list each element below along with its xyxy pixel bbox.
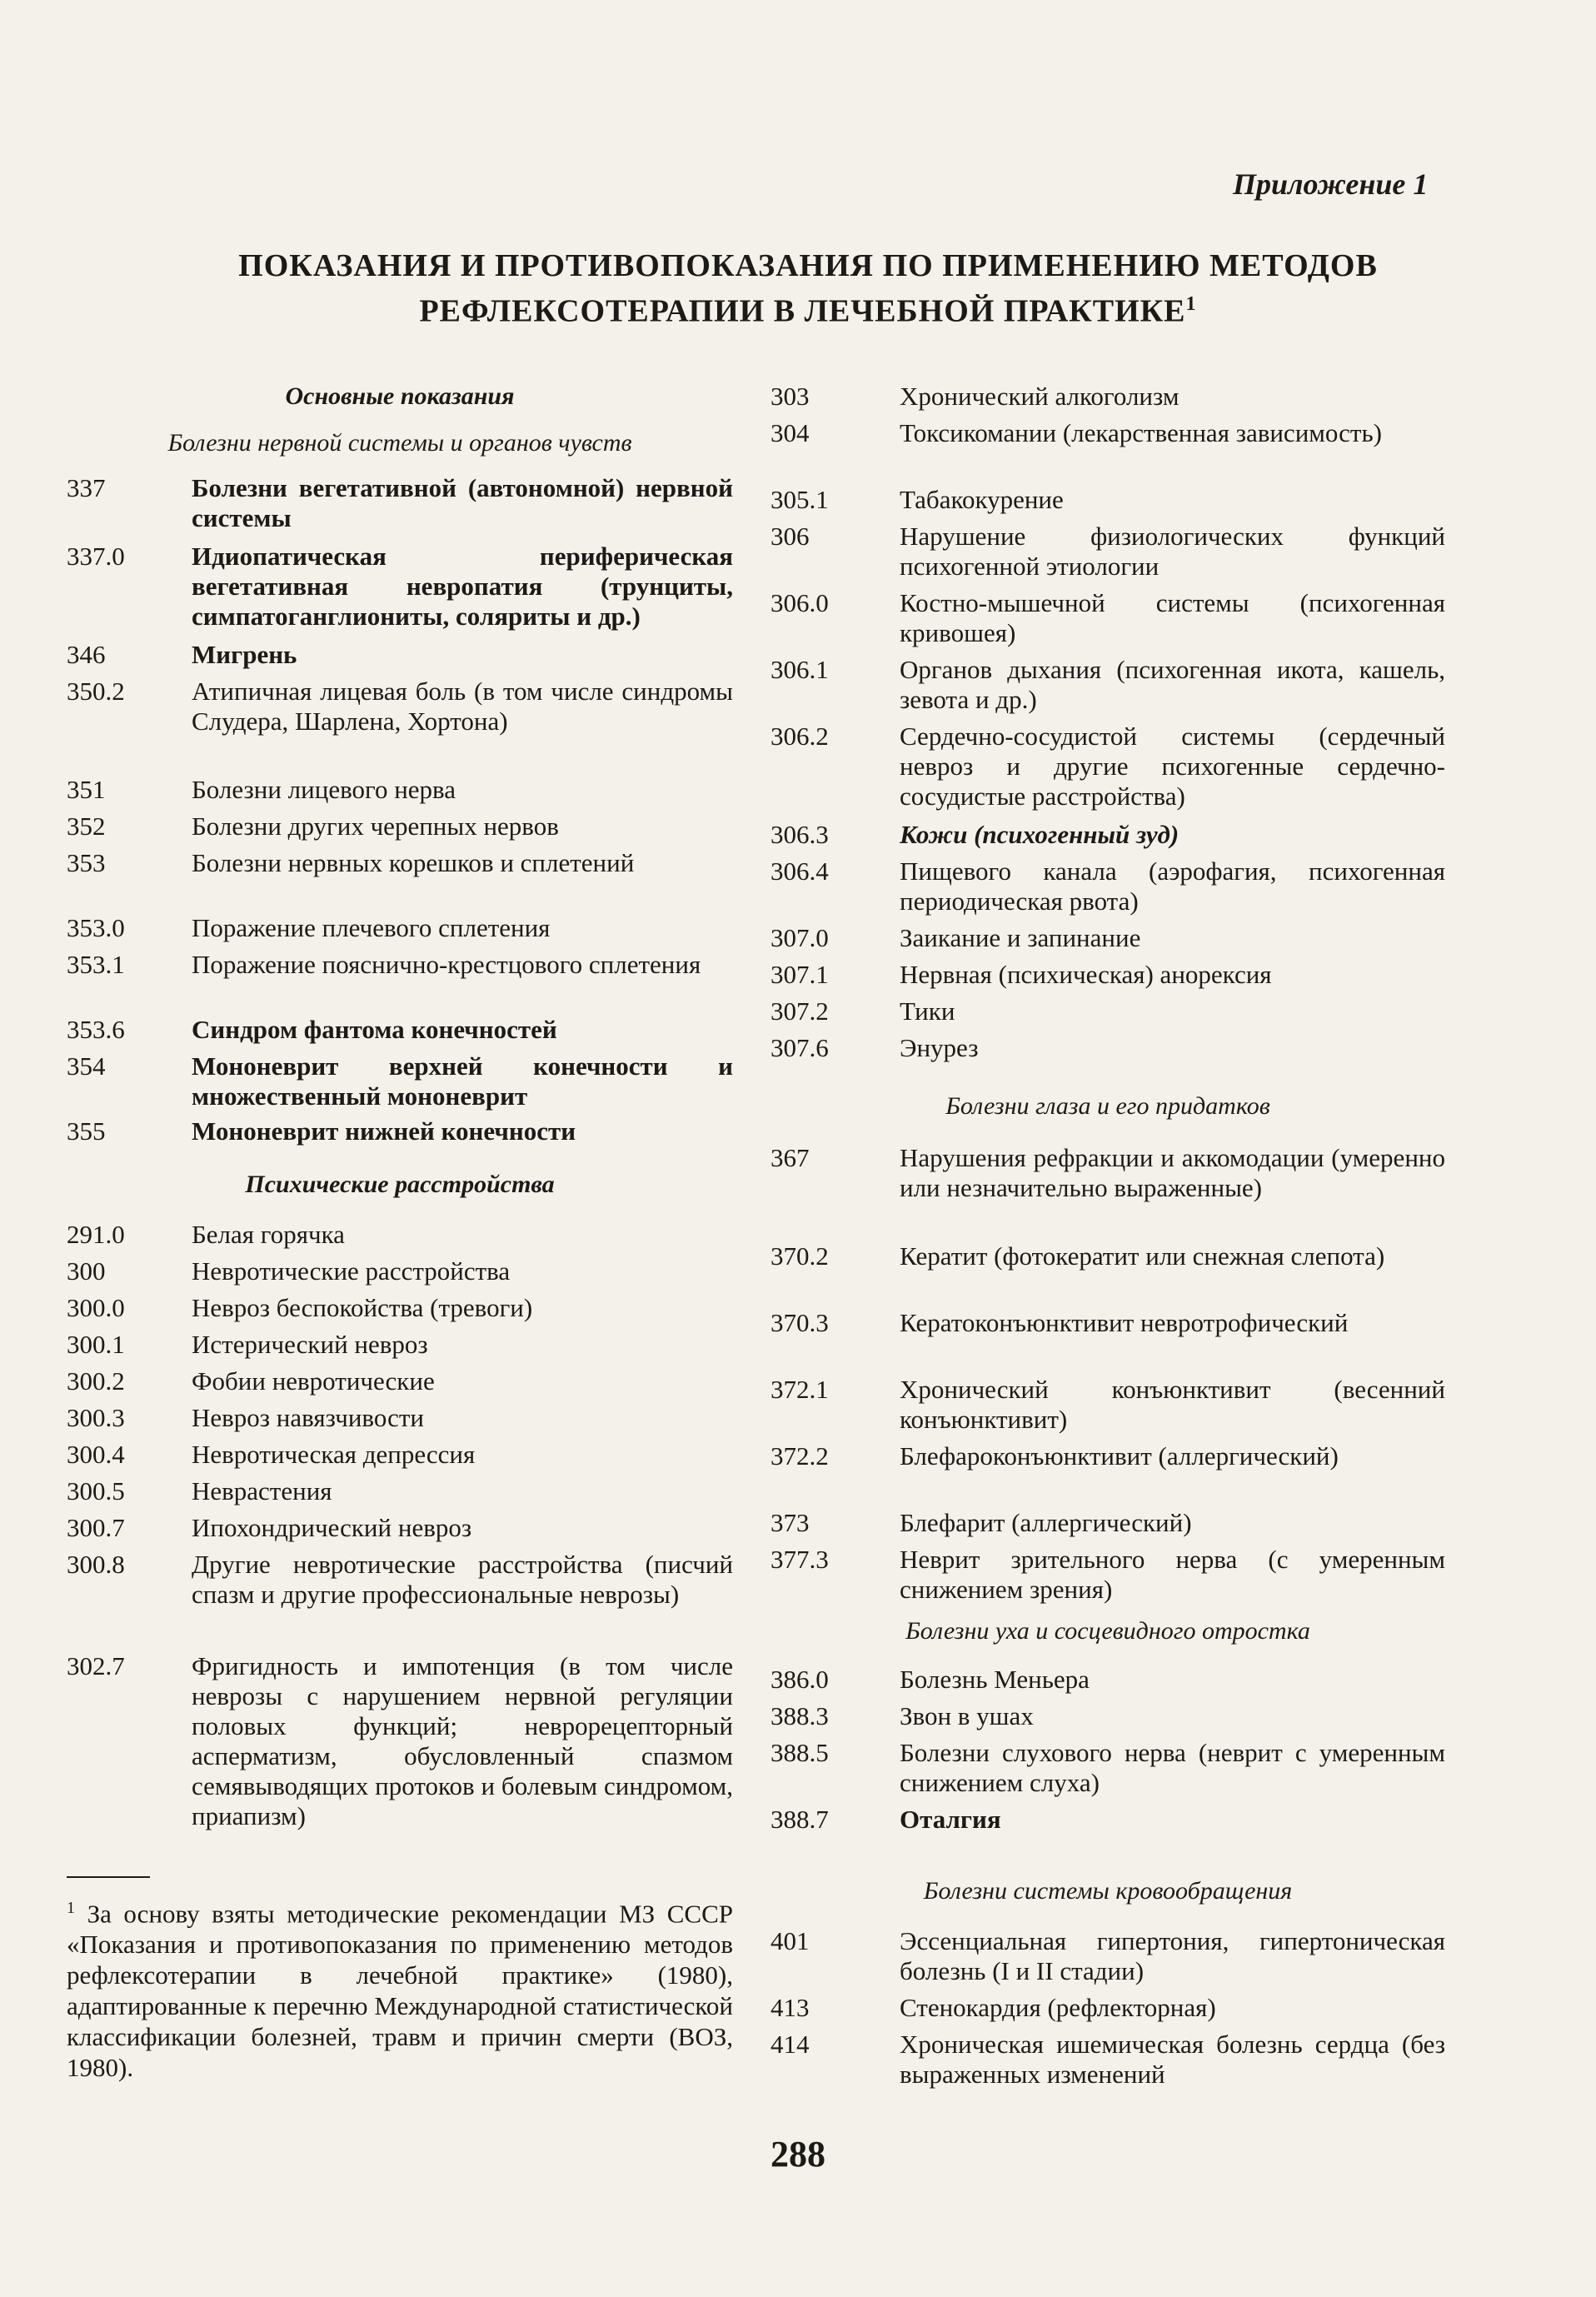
- list-item: [67, 913, 733, 943]
- section-heading-eye: Болезни глаза и его придатков: [945, 1092, 1270, 1120]
- entry-text: Мигрень: [192, 640, 297, 669]
- entry-text: Болезнь Меньера: [900, 1665, 1090, 1694]
- list-item: [67, 1440, 733, 1470]
- list-item: [67, 1366, 733, 1396]
- entry-text: Болезни нервных корешков и сплетений: [192, 848, 635, 877]
- icd-code: 354: [67, 1051, 106, 1081]
- list-item: [67, 1116, 733, 1146]
- entry-text: Невроз беспокойства (тревоги): [192, 1293, 533, 1322]
- icd-code: 377.3: [771, 1545, 829, 1574]
- list-item: [67, 473, 733, 533]
- list-item: [771, 655, 1445, 715]
- list-item: [771, 820, 1445, 850]
- entry-text: Нарушение физиологических функций психогенной этиологии: [900, 522, 1445, 581]
- entry-text: Болезни вегетативной (автономной) нервной системы: [192, 473, 733, 532]
- entry-text: Энурез: [900, 1033, 979, 1062]
- icd-code: 306.0: [771, 588, 829, 617]
- list-item: [67, 775, 733, 805]
- icd-code: 414: [771, 2030, 810, 2059]
- icd-code: 370.3: [771, 1308, 829, 1337]
- entry-text: Поражение пояснично-крестцового сплетения: [192, 950, 701, 979]
- entry-text: Тики: [900, 996, 955, 1026]
- icd-code: 351: [67, 775, 106, 804]
- list-item: [67, 1513, 733, 1543]
- entry-text: Кератоконъюнктивит невротрофический: [900, 1308, 1349, 1337]
- icd-code: 300.5: [67, 1476, 125, 1506]
- footnote-rule: [67, 1876, 150, 1878]
- list-item: [771, 960, 1445, 990]
- icd-code: 303: [771, 382, 810, 411]
- icd-code: 372.2: [771, 1441, 829, 1471]
- icd-code: 337.0: [67, 542, 125, 571]
- icd-code: 413: [771, 1993, 810, 2022]
- section-heading-mental: Психические расстройства: [245, 1171, 555, 1198]
- icd-code: 388.7: [771, 1805, 829, 1834]
- list-item: [67, 811, 733, 841]
- entry-text: Невротическая депрессия: [192, 1440, 476, 1469]
- list-item: [771, 1308, 1445, 1338]
- icd-code: 305.1: [771, 485, 829, 514]
- icd-code: 300: [67, 1256, 106, 1286]
- list-item: [771, 1033, 1445, 1063]
- icd-code: 388.3: [771, 1701, 829, 1730]
- icd-code: 355: [67, 1116, 106, 1146]
- icd-code: 367: [771, 1143, 810, 1172]
- icd-code: 306.2: [771, 722, 829, 751]
- list-item: [771, 1508, 1445, 1538]
- icd-code: 306.1: [771, 655, 829, 684]
- list-item: [771, 1993, 1445, 2023]
- entry-text: Стенокардия (рефлекторная): [900, 1993, 1216, 2022]
- list-item: [771, 856, 1445, 916]
- icd-code: 353.0: [67, 913, 125, 942]
- icd-code: 372.1: [771, 1375, 829, 1404]
- list-item: [771, 485, 1445, 515]
- icd-code: 401: [771, 1926, 810, 1955]
- icd-code: 300.0: [67, 1293, 125, 1322]
- list-item: [771, 996, 1445, 1026]
- entry-text: Синдром фантома конечностей: [192, 1015, 557, 1044]
- icd-code: 307.0: [771, 923, 829, 952]
- icd-code: 353.1: [67, 950, 125, 979]
- icd-code: 291.0: [67, 1220, 125, 1249]
- list-item: [67, 640, 733, 670]
- list-item: [771, 1143, 1445, 1203]
- entry-text: Хронический конъюнктивит (весенний конъюнктивит): [900, 1375, 1445, 1434]
- icd-code: 300.1: [67, 1330, 125, 1359]
- main-heading: Основные показания: [285, 382, 515, 410]
- list-item: [67, 950, 733, 980]
- list-item: [67, 1476, 733, 1506]
- icd-code: 350.2: [67, 677, 125, 706]
- entry-text: Идиопатическая периферическая вегетативная невропатия (трунциты, симпатоганглиониты, соляриты и др.): [192, 542, 733, 631]
- entry-text: Токсикомании (лекарственная зависимость): [900, 418, 1382, 447]
- list-item: [67, 1403, 733, 1433]
- icd-code: 373: [771, 1508, 810, 1537]
- entry-text: Фригидность и импотенция (в том числе неврозы с нарушением нервной регуляции половых функций; неврорецепторный асперматизм, обусловленный спазмом семявыводящих протоков и болевым синдромом, приапизм): [192, 1651, 733, 1830]
- entry-text: Белая горячка: [192, 1220, 345, 1249]
- icd-code: 353.6: [67, 1015, 125, 1044]
- entry-text: Болезни лицевого нерва: [192, 775, 456, 804]
- list-item: [771, 382, 1445, 412]
- icd-code: 306.3: [771, 820, 829, 849]
- title-line-2: [133, 285, 1483, 331]
- list-item: [771, 1545, 1445, 1605]
- list-item: [771, 418, 1445, 448]
- list-item: [67, 1550, 733, 1610]
- list-item: [771, 1441, 1445, 1471]
- entry-text: Костно-мышечной системы (психогенная кривошея): [900, 588, 1445, 647]
- list-item: [67, 848, 733, 878]
- title-footnote-mark: 1: [1185, 293, 1197, 315]
- list-item: [67, 677, 733, 737]
- entry-text: Сердечно-сосудистой системы (сердечный невроз и другие психогенные сердечно-сосудистые расстройства): [900, 722, 1445, 811]
- icd-code: 300.2: [67, 1366, 125, 1396]
- icd-code: 300.8: [67, 1550, 125, 1579]
- icd-code: 300.3: [67, 1403, 125, 1432]
- entry-text: Блефарит (аллергический): [900, 1508, 1192, 1537]
- title-line-2-text: РЕФЛЕКСОТЕРАПИИ В ЛЕЧЕБНОЙ ПРАКТИКЕ: [419, 293, 1186, 329]
- footnote-mark: 1: [67, 1899, 75, 1917]
- list-item: [771, 722, 1445, 811]
- list-item: [771, 1701, 1445, 1731]
- icd-code: 388.5: [771, 1738, 829, 1767]
- entry-text: Заикание и запинание: [900, 923, 1141, 952]
- entry-text: Другие невротические расстройства (писчий спазм и другие профессиональные неврозы): [192, 1550, 733, 1609]
- entry-text: Пищевого канала (аэрофагия, психогенная периодическая рвота): [900, 856, 1445, 916]
- entry-text: Звон в ушах: [900, 1701, 1034, 1730]
- entry-text: Мононеврит нижней конечности: [192, 1116, 576, 1146]
- list-item: [67, 1256, 733, 1286]
- entry-text: Атипичная лицевая боль (в том числе синдромы Слудера, Шарлена, Хортона): [192, 677, 733, 736]
- entry-text: Неврастения: [192, 1476, 332, 1506]
- footnote: [67, 1893, 733, 2083]
- icd-code: 302.7: [67, 1651, 125, 1680]
- entry-text: Нервная (психическая) анорексия: [900, 960, 1272, 989]
- icd-code: 337: [67, 473, 106, 502]
- icd-code: 370.2: [771, 1241, 829, 1271]
- entry-text: Мононеврит верхней конечности и множественный мононеврит: [192, 1051, 733, 1111]
- icd-code: 307.1: [771, 960, 829, 989]
- list-item: [67, 1293, 733, 1323]
- icd-code: 346: [67, 640, 106, 669]
- icd-code: 386.0: [771, 1665, 829, 1694]
- entry-text: Истерический невроз: [192, 1330, 428, 1359]
- entry-text: Фобии невротические: [192, 1366, 435, 1396]
- list-item: [771, 1241, 1445, 1271]
- icd-code: 306.4: [771, 856, 829, 886]
- page-number: 288: [771, 2134, 825, 2175]
- list-item: [67, 1330, 733, 1360]
- title-line-1: ПОКАЗАНИЯ И ПРОТИВОПОКАЗАНИЯ ПО ПРИМЕНЕНИЮ МЕТОДОВ: [238, 248, 1378, 283]
- list-item: [771, 1926, 1445, 1986]
- list-item: [771, 522, 1445, 582]
- appendix-label: Приложение 1: [1233, 167, 1429, 201]
- icd-code: 353: [67, 848, 106, 877]
- entry-text: Хронический алкоголизм: [900, 382, 1180, 411]
- entry-text: Поражение плечевого сплетения: [192, 913, 551, 942]
- list-item: [771, 1375, 1445, 1435]
- entry-text: Табакокурение: [900, 485, 1064, 514]
- list-item: [771, 2030, 1445, 2090]
- footnote-text: За основу взяты методические рекомендации МЗ СССР «Показания и противопоказания по применению методов рефлексотерапии в лечебной практике» (1980), адаптированные к перечню Международной статистической классификации болезней, травм и причин смерти (ВОЗ, 1980).: [67, 1899, 733, 2083]
- list-item: [67, 1220, 733, 1250]
- icd-code: 304: [771, 418, 810, 447]
- list-item: [771, 1665, 1445, 1695]
- page-title: [133, 247, 1483, 331]
- icd-code: 306: [771, 522, 810, 551]
- entry-text: Оталгия: [900, 1805, 1001, 1834]
- icd-code: 300.4: [67, 1440, 125, 1469]
- entry-text: Кератит (фотокератит или снежная слепота): [900, 1241, 1385, 1271]
- section-heading-ear: Болезни уха и сосцевидного отростка: [905, 1617, 1310, 1645]
- section-heading-nervous: Болезни нервной системы и органов чувств: [167, 429, 632, 457]
- icd-code: 352: [67, 811, 106, 841]
- section-heading-circulation: Болезни системы кровообращения: [923, 1877, 1293, 1905]
- list-item: [67, 1015, 733, 1045]
- entry-text: Органов дыхания (психогенная икота, кашель, зевота и др.): [900, 655, 1445, 714]
- entry-text: Кожи (психогенный зуд): [900, 820, 1180, 849]
- entry-text: Невроз навязчивости: [192, 1403, 425, 1432]
- list-item: [67, 1651, 733, 1831]
- list-item: [67, 542, 733, 632]
- entry-text: Эссенциальная гипертония, гипертоническая болезнь (I и II стадии): [900, 1926, 1445, 1985]
- entry-text: Хроническая ишемическая болезнь сердца (без выраженных изменений: [900, 2030, 1445, 2089]
- icd-code: 307.6: [771, 1033, 829, 1062]
- list-item: [67, 1051, 733, 1111]
- list-item: [771, 1738, 1445, 1798]
- icd-code: 307.2: [771, 996, 829, 1026]
- entry-text: Невротические расстройства: [192, 1256, 511, 1286]
- entry-text: Блефароконъюнктивит (аллергический): [900, 1441, 1339, 1471]
- list-item: [771, 588, 1445, 648]
- list-item: [771, 923, 1445, 953]
- entry-text: Болезни слухового нерва (неврит с умеренным снижением слуха): [900, 1738, 1445, 1797]
- entry-text: Нарушения рефракции и аккомодации (умеренно или незначительно выраженные): [900, 1143, 1445, 1202]
- entry-text: Болезни других черепных нервов: [192, 811, 559, 841]
- entry-text: Неврит зрительного нерва (с умеренным снижением зрения): [900, 1545, 1445, 1604]
- entry-text: Ипохондрический невроз: [192, 1513, 472, 1542]
- list-item: [771, 1805, 1445, 1835]
- icd-code: 300.7: [67, 1513, 125, 1542]
